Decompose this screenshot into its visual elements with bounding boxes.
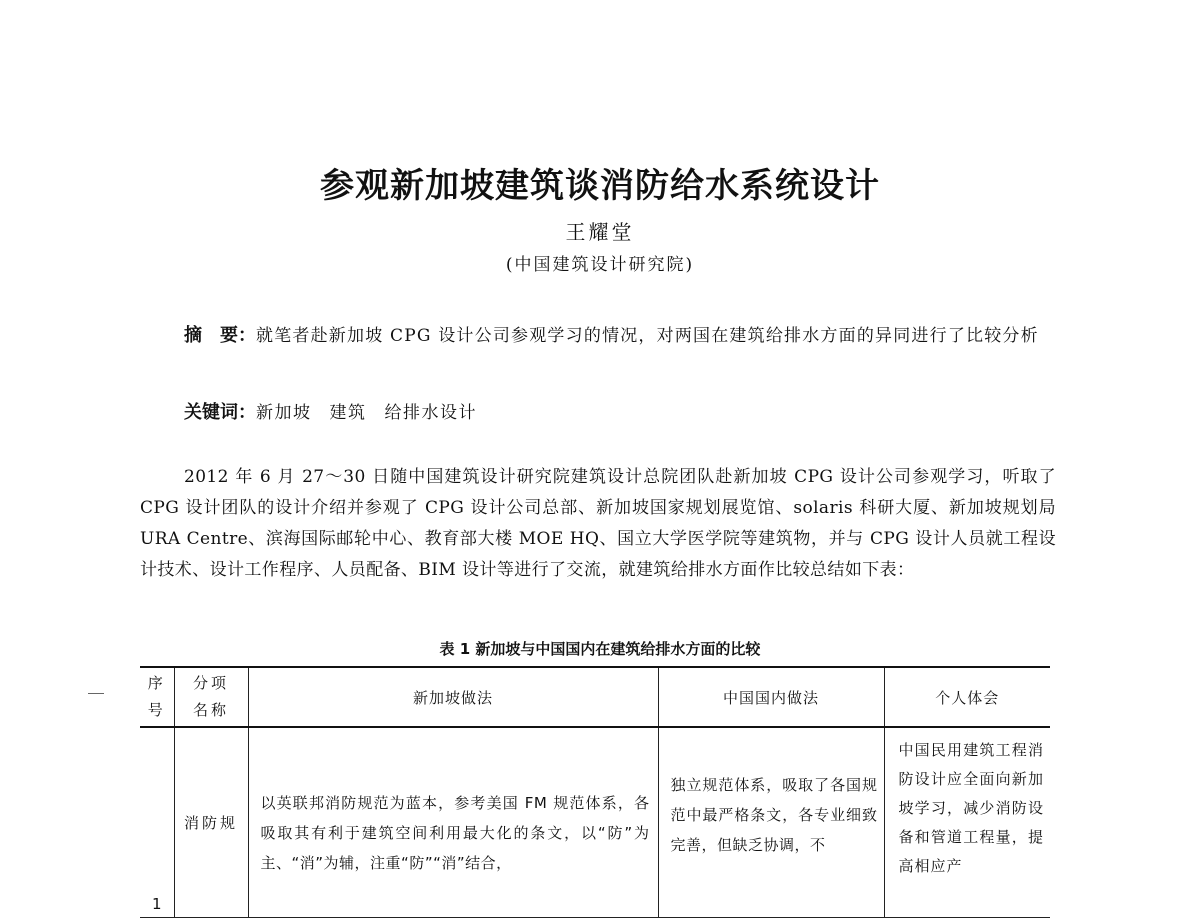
- header-no-line1: 序: [147, 674, 166, 692]
- header-no: [140, 667, 174, 727]
- header-item: [174, 667, 248, 727]
- author-name: 王耀堂: [565, 220, 635, 244]
- author-affiliation: (中国建筑设计研究院): [505, 255, 695, 275]
- table-row: [140, 727, 1050, 917]
- cell-item: 消防规: [174, 727, 248, 917]
- body-paragraph: 2012 年 6 月 27～30 日随中国建筑设计研究院建筑设计总院团队赴新加坡 CPG 设计公司参观学习，听取了 CPG 设计团队的设计介绍并参观了 CPG 设计公司总部、新加坡国家规划展览馆、solaris 科研大厦、新加坡规划局 URA Centre、滨海国际邮轮中心、教育部大楼 MOE HQ、国立大学医学院等建筑物，并与 CPG 设计人员就工程设计技术、设计工作程序、人员配备、BIM 设计等进行了交流，就建筑给排水方面作比较总结如下表：: [140, 467, 1056, 580]
- table-header-row: [140, 667, 1050, 727]
- abstract-text: 就笔者赴新加坡 CPG 设计公司参观学习的情况，对两国在建筑给排水方面的异同进行了比较分析: [256, 326, 1039, 346]
- header-notes: 个人体会: [884, 667, 1050, 727]
- header-singapore: 新加坡做法: [248, 667, 658, 727]
- abstract-label: 摘 要：: [184, 325, 256, 346]
- cell-notes: 中国民用建筑工程消防设计应全面向新加坡学习，减少消防设备和管道工程量，提高相应产: [884, 727, 1050, 917]
- keywords-label: 关键词：: [184, 402, 256, 423]
- header-china: 中国国内做法: [658, 667, 884, 727]
- keywords: [184, 398, 495, 424]
- header-item-line1: 分项: [192, 674, 229, 692]
- cell-no: 1: [140, 727, 174, 917]
- keyword: 给排水设计: [384, 403, 477, 423]
- header-no-line2: 号: [147, 701, 166, 719]
- keyword: 新加坡: [256, 403, 312, 423]
- cell-singapore: 以英联邦消防规范为蓝本，参考美国 FM 规范体系，各吸取其有利于建筑空间利用最大化的条文，以“防”为主、“消”为辅，注重“防”“消”结合，: [248, 727, 658, 917]
- scan-artifact-mark: [88, 693, 104, 694]
- paper-title: 参观新加坡建筑谈消防给水系统设计: [320, 166, 880, 206]
- table-caption: 表 1 新加坡与中国国内在建筑给排水方面的比较: [439, 640, 761, 658]
- comparison-table: [140, 666, 1050, 918]
- cell-china: 独立规范体系，吸取了各国规范中最严格条文，各专业细致完善，但缺乏协调，不: [658, 727, 884, 917]
- keyword: 建筑: [329, 403, 367, 423]
- header-item-line2: 名称: [192, 701, 229, 719]
- comparison-table-wrapper: [140, 666, 1050, 918]
- abstract: [140, 318, 1050, 354]
